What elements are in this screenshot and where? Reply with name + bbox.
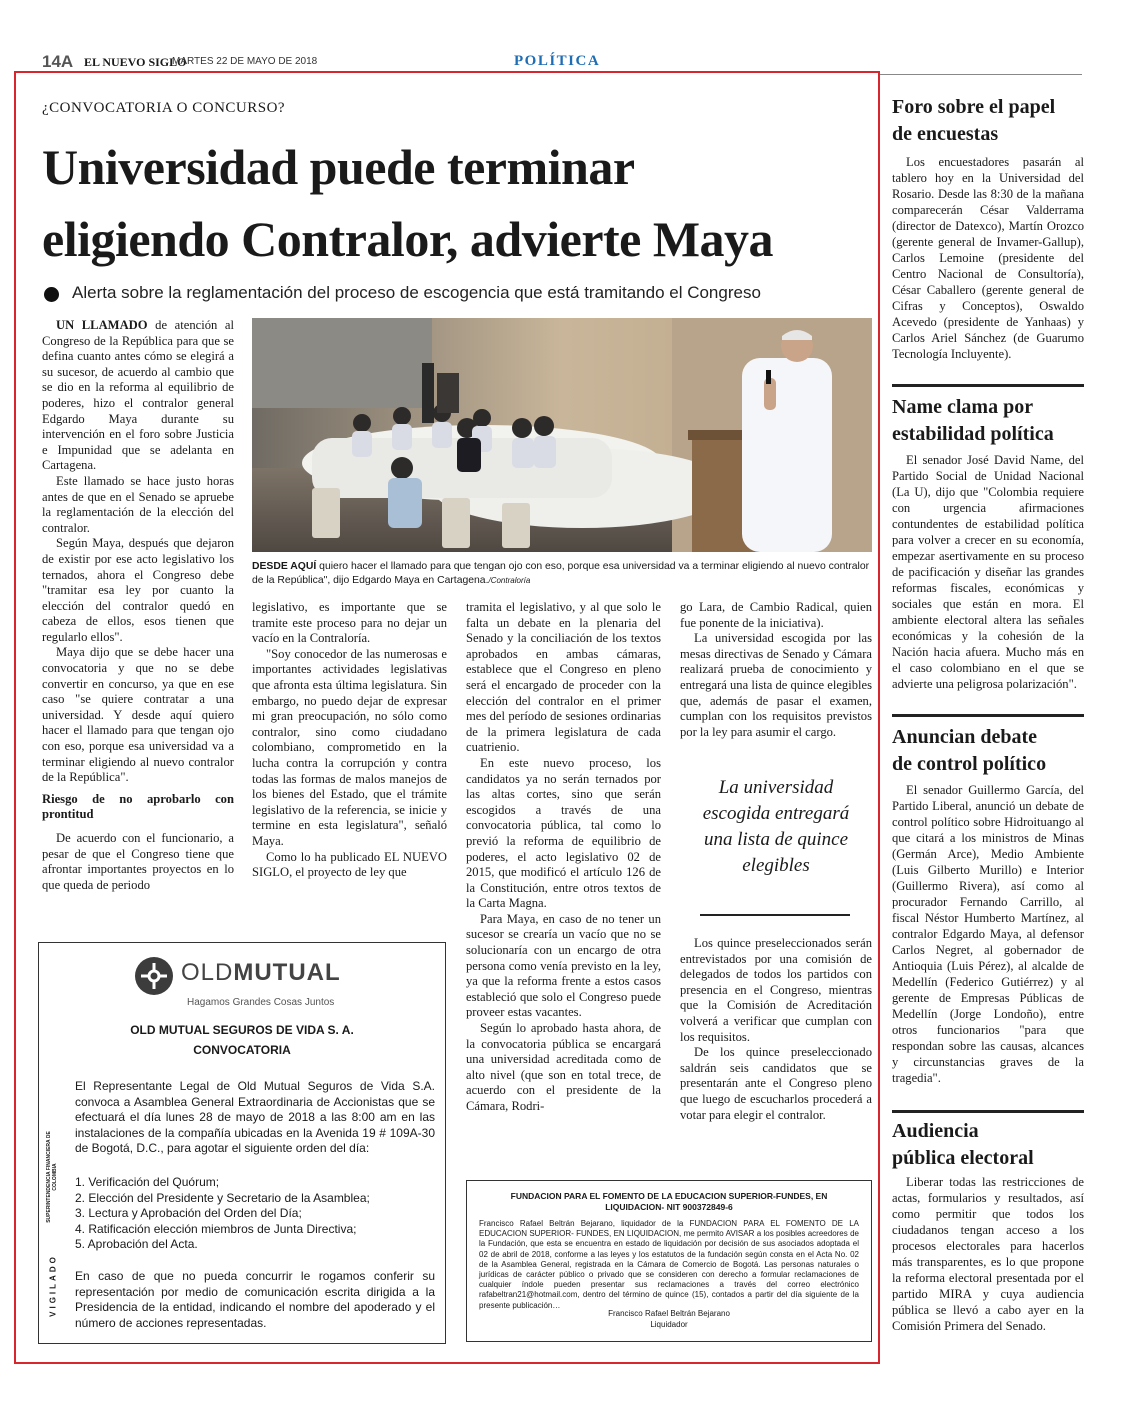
notice-signer-role: Liquidador bbox=[650, 1320, 688, 1329]
forum-scene-image bbox=[252, 318, 872, 552]
superintendencia-label: SUPERINTENDENCIA FINANCIERA DE COLOMBIA bbox=[46, 1131, 58, 1223]
paragraph: legislativo, es importante que se tramite este proceso para no dejar un vacío en la Contraloría. bbox=[252, 600, 447, 646]
paragraph: Maya dijo que se debe hacer una convocatoria y que no se debe convertir en concurso, ya que en ese caso "se quiere contratar a una universidad. Y desde aquí quiero hacer el llamado para que tengan ojo con eso, porque esa universidad va a terminar eligiendo al nuevo contralor de la República". bbox=[42, 645, 234, 785]
paragraph: go Lara, de Cambio Radical, quien fue ponente de la iniciativa). bbox=[680, 600, 872, 630]
paragraph: "Soy conocedor de las numerosas e importantes actividades legislativas que afronta esta última legislatura. Sin embargo, no puedo dejar de expresar mi gran preocupación, no sólo como contralor, sino como ciudadano colombiano, comprometido en la lucha contra la corrupción y contra todas las formas de malos manejos de los bienes del Estado, que el trámite legislativo de la referencia, se inicie y termine en esta legislatura", señaló Maya. bbox=[252, 646, 447, 848]
paragraph: Este llamado se hace justo horas antes de que en el Senado se apruebe la reglamentación de la elección del contralor. bbox=[42, 473, 234, 535]
ad-company: OLD MUTUAL SEGUROS DE VIDA S. A. bbox=[130, 1023, 354, 1037]
article-column-2 bbox=[252, 600, 447, 881]
paragraph: De los quince preseleccionado saldrán seis candidatos que se presentarán ante el Congreso pleno que luego de escucharlos procederá a votar para elegir el contralor. bbox=[680, 1045, 872, 1122]
paragraph: Los quince preseleccionados serán entrevistados por una comisión de delegados de todos los partidos con presencia en el Congreso, mientras que la Comisión de Acreditación volverá a verificar que cumplan con los requisitos. bbox=[680, 936, 872, 1044]
photo-caption bbox=[252, 560, 872, 588]
article-column-1 bbox=[42, 318, 234, 893]
page-header bbox=[42, 52, 1082, 72]
page-number: 14A bbox=[42, 52, 74, 71]
paragraph: Según lo aprobado hasta ahora, de la convocatoria pública se encargará una universidad acreditada como de alto nivel (que son en total trece, de acuerdo con el presidente de la Cámara, Rodri- bbox=[466, 1021, 661, 1113]
paragraph: Según Maya, después que dejaron de existir por ese acto legislativo los ternados, ahora el Congreso debe "tramitar esa ley por cuanto la elección del contralor quedó en cabeza de ellos, esos tienen que regularlo ellos". bbox=[42, 536, 234, 644]
oldmutual-tagline: Hagamos Grandes Cosas Juntos bbox=[187, 997, 335, 1008]
notice-signer: Francisco Rafael Beltrán Bejarano bbox=[608, 1309, 730, 1318]
lead-text: de atención al Congreso de la República para que se defina cuanto antes cómo se elegirá a su sucesor, de acuerdo al cambio que se dio en la reforma al equilibrio de poderes, hizo el contralor general Edgardo Maya durante su intervención en el foro sobre Justicia e Impunidad que se adelanta en Cartagena. bbox=[42, 318, 234, 473]
headline-line-1: Universidad puede terminar bbox=[42, 139, 635, 195]
sidebar-title-1: Foro sobre el papel de encuestas bbox=[892, 96, 1056, 145]
notice-title: FUNDACION PARA EL FOMENTO DE LA EDUCACION SUPERIOR-FUNDES, EN LIQUIDACION- NIT 900372849-6 bbox=[510, 1191, 828, 1212]
brand-bold: MUTUAL bbox=[233, 959, 341, 986]
ad-side-strip bbox=[43, 1081, 65, 1341]
sidebar-body-3: El senador Guillermo García, del Partido Liberal, anunció un debate de control político sobre Hidroituango al que citará a los ministros de Minas (Germán Arce), Medio Ambiente (Luis Gilberto Murillo) e Interior (Guillermo Rivera), así como al procurador Fernando Carrillo, al fiscal Néstor Humberto Martínez, al contralor Edgardo Maya, al defensor Carlos Negret, al gobernador de Antioquia (Luis Pérez), al alcalde de Medellín (Federico Gutiérrez) y al gerente de Empresas Públicas de Medellín (Jorge Londoño), entre otros funcionarios "para que respondan sobre las causas, alcances y circunstancias graves de la tragedia". bbox=[892, 783, 1084, 1085]
sidebar-body-4: Liberar todas las restricciones de actas, formularios y resultados, así como permitir que todos los ciudadanos tengan acceso a los procesos electorales para hacerlos más transparentes, es lo que propone la reforma electoral presentada por el partido MIRA y cuya audiencia pública se llevó a cabo ayer en la Comisión Primera del Senado. bbox=[892, 1175, 1084, 1333]
header-rule bbox=[878, 74, 1082, 75]
article-kicker: ¿CONVOCATORIA O CONCURSO? bbox=[42, 100, 286, 116]
photo-credit: /Contraloría bbox=[488, 576, 531, 585]
lead-caps: UN LLAMADO bbox=[56, 318, 148, 332]
deck-bullet-icon bbox=[44, 287, 59, 302]
section-label: POLÍTICA bbox=[514, 53, 601, 69]
ad-closing: En caso de que no pueda concurrir le rogamos conferir su representación por medio de comunicación escrita dirigida a la Presidencia de la entidad, indicando el nombre del apoderado y el número de acciones representadas. bbox=[75, 1269, 435, 1330]
article-column-4 bbox=[680, 600, 872, 740]
oldmutual-wordmark bbox=[181, 959, 341, 987]
oldmutual-logo-icon bbox=[135, 957, 173, 995]
paragraph: Para Maya, en caso de no tener un sucesor se crearía un vacío que no se solucionaría con un encargo de otra persona como venía previsto en la ley, ya que la reforma frente a estos casos estableció que solo el Congreso puede proveer estas vacantes. bbox=[466, 911, 661, 1020]
paper-name: EL NUEVO SIGLO bbox=[84, 55, 187, 69]
paragraph: La universidad escogida por las mesas directivas de Senado y Cámara realizará prueba de conocimiento y entregará una lista de quince elegibles que, además de pasar el examen, cumplan con los requisitos previstos por la ley para asumir el cargo. bbox=[680, 631, 872, 739]
oldmutual-ad bbox=[38, 942, 446, 1344]
sidebar-divider bbox=[892, 714, 1084, 717]
ad-body: El Representante Legal de Old Mutual Seguros de Vida S.A. convoca a Asamblea General Extraordinaria de Accionistas que se efectuará el día lunes 28 de mayo de 2018 a las 8:00 am en las instalaciones de la compañía ubicadas en la Avenida 19 # 109A-30 de Bogotá, D.C., para agotar el siguiente orden del día: bbox=[75, 1079, 435, 1156]
agenda-item: 5. Aprobación del Acta. bbox=[75, 1237, 198, 1252]
paragraph: Como lo ha publicado EL NUEVO SIGLO, el proyecto de ley que bbox=[252, 849, 447, 880]
paragraph: De acuerdo con el funcionario, a pesar de que el Congreso tiene que afrontar importantes proyectos en lo que queda de periodo bbox=[42, 831, 234, 892]
agenda-item: 4. Ratificación elección miembros de Junta Directiva; bbox=[75, 1221, 357, 1236]
article-deck: Alerta sobre la reglamentación del proceso de escogencia que está tramitando el Congreso bbox=[72, 283, 761, 302]
vigilado-label: VIGILADO bbox=[48, 1254, 58, 1317]
article-column-3 bbox=[466, 600, 661, 1115]
lead-paragraph bbox=[42, 318, 234, 474]
sidebar-title-2: Name clama por estabilidad política bbox=[892, 396, 1054, 445]
agenda-item: 3. Lectura y Aprobación del Orden del Día; bbox=[75, 1206, 302, 1221]
caption-text: quiero hacer el llamado para que tengan ojo con eso, porque esa universidad va a terminar eligiendo al nuevo contralor de la República", dijo Edgardo Maya en Cartagena. bbox=[252, 561, 870, 586]
sidebar-title-3: Anuncian debate de control político bbox=[892, 726, 1047, 775]
paragraph: tramita el legislativo, y al que solo le falta un debate en la plenaria del Senado y la conciliación de los textos aprobados en ambas cámaras, establece que el Congreso en pleno será el encargado de proceder con la elección del contralor en el primer mes del período de sesiones ordinarias de la primera legislatura de cada cuatrienio. bbox=[466, 600, 661, 755]
notice-body: Francisco Rafael Beltrán Bejarano, liquidador de la FUNDACION PARA EL FOMENTO DE LA EDUCACION SUPERIOR- FUNDES, EN LIQUIDACION, me permito AVISAR a los posibles acreedores de la Fundación, que esta se encuentra en estado de liquidación por decisión de sus asociados adoptada el 02 de abril de 2018, conforme a las leyes y los estatutos de la fundación según consta en el Acta No. 02 de la Asamblea General, registrada en la Cámara de Comercio de Bogotá. Las personas naturales o jurídicas de carácter público o privado que se consideren con derecho a formular reclamaciones de cualquier índole pueden presentar sus reclamaciones a través del correo electrónico rafabeltran21@hotmail.com, dentro del término de quince (15), contados a partir del día siguiente de la presente publicación… bbox=[479, 1219, 859, 1310]
pull-quote-rule bbox=[700, 914, 850, 916]
fundes-notice bbox=[466, 1180, 872, 1342]
agenda-item: 2. Elección del Presidente y Secretario de la Asamblea; bbox=[75, 1190, 370, 1205]
paragraph: En este nuevo proceso, los candidatos ya no serán ternados por las altas cortes, sino que serán escogidos a través de una convocatoria pública, tal como lo previó la reforma de equilibrio de poderes, el acto legislativo 02 de 2015, que modificó el artículo 126 de la Constitución, entre otros textos de la Carta Magna. bbox=[466, 755, 661, 911]
subheading: Riesgo de no aprobarlo con prontitud bbox=[42, 791, 234, 822]
caption-lead: DESDE AQUÍ bbox=[252, 561, 317, 572]
sidebar-divider bbox=[892, 1110, 1084, 1113]
brand-light: OLD bbox=[181, 959, 234, 986]
issue-date: MARTES 22 DE MAYO DE 2018 bbox=[172, 56, 318, 67]
sidebar-body-1: Los encuestadores pasarán al tablero hoy en la Universidad del Rosario. Desde las 8:30 de la mañana comparecerán César Valderrama (director de Datexco), Martín Orozco (gerente general de Invamer-Gallup), Carlos Lemoine (presidente del Centro Nacional de Consultoría), César Caballero (gerente general de Cifras y Conceptos), Oswaldo Acevedo (presidente de Yanhaas) y Carlos Ariel Sánchez (de Guarumo Tecnología Incluyente). bbox=[892, 155, 1084, 361]
article-photo bbox=[252, 318, 872, 552]
ad-title: CONVOCATORIA bbox=[193, 1043, 291, 1057]
headline-line-2: eligiendo Contralor, advierte Maya bbox=[42, 211, 774, 267]
article-column-4-cont bbox=[680, 936, 872, 1123]
ad-agenda-list bbox=[75, 1175, 435, 1253]
pull-quote: La universidad escogida entregará una lista de quince elegibles bbox=[702, 777, 850, 876]
sidebar-title-4: Audiencia pública electoral bbox=[892, 1120, 1034, 1169]
agenda-item: 1. Verificación del Quórum; bbox=[75, 1175, 220, 1189]
sidebar-divider bbox=[892, 384, 1084, 387]
sidebar-body-2: El senador José David Name, del Partido Social de Unidad Nacional (La U), dijo que "Colombia requiere con urgencia afirmaciones contundentes de estabilidad política para volver a crecer en su economía, empezar asertivamente en su proceso de pacificación y diseñar las grandes reformas fiscales, económicas y sociales que están en mora. El ambiente electoral altera las señales económicas y la cohesión de la Nación hacia afuera. Mucho más en el caso colombiano en el que se advierte una peligrosa polarización". bbox=[892, 453, 1084, 691]
